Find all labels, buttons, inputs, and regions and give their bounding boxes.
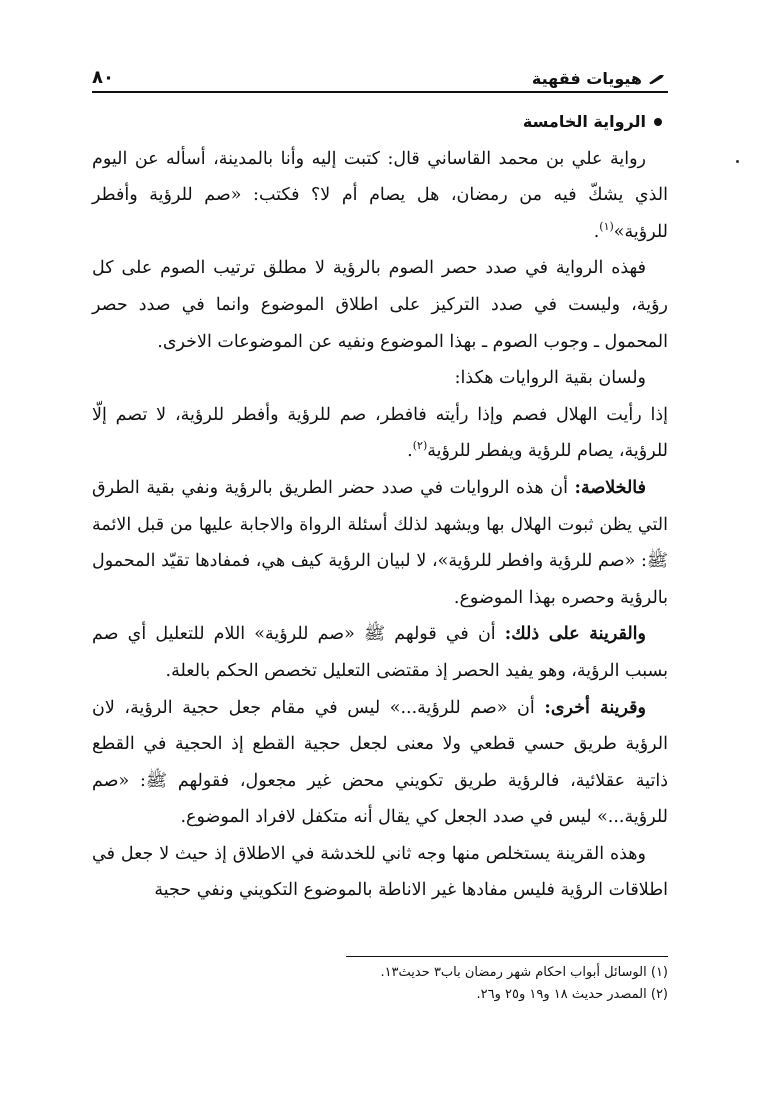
- paragraph-7-rest: أن «صم للرؤية...» ليس في مقام جعل حجية الرؤية، لان الرؤية طريق حسي قطعي ولا معنى لجعل حجية القطع إذ الحجية في القطع ذاتية عقلائية، فالرؤية طريق تكويني محض غير مجعول، فقولهم ﷺ: «صم للرؤية...» ليس في صدد الجعل كي يقال أنه متكفل لافراد الموضوع.: [92, 697, 668, 828]
- footnote-ref-1[interactable]: (١): [599, 219, 614, 233]
- footnote-rule: [346, 956, 668, 957]
- section-heading-text: الرواية الخامسة: [522, 112, 646, 131]
- paragraph-4-end: .: [407, 441, 413, 462]
- paragraph-6: [92, 616, 668, 689]
- bullet-icon: [654, 118, 662, 126]
- paragraph-5-lead: فالخلاصة:: [574, 477, 646, 498]
- footnote-1: (١) الوسائل أبواب احكام شهر رمضان باب٣ حديث١٣.: [380, 965, 668, 980]
- paragraph-8: وهذه القرينة يستخلص منها وجه ثاني للخدشة في الاطلاق إذ حيث لا جعل في اطلاقات الرؤية فليس مفادها غير الاناطة بالموضوع التكويني ونفي حجية: [92, 843, 668, 901]
- running-title: [532, 69, 666, 88]
- paragraph-7: [92, 690, 668, 836]
- paragraph-6-lead: والقرينة على ذلك:: [504, 624, 646, 645]
- pen-icon: [648, 73, 666, 85]
- running-title-text: هيويات فقهية: [531, 69, 642, 88]
- footnote-2: (٢) المصدر حديث ١٨ و١٩ و٢٥ و٢٦.: [476, 987, 668, 1002]
- paragraph-7-lead: وقرينة أخرى:: [544, 697, 647, 718]
- paragraph-4: [92, 397, 668, 470]
- page-header: [92, 58, 666, 88]
- section-heading: [92, 104, 668, 141]
- header-rule: [92, 91, 668, 93]
- stray-mark: [736, 160, 739, 163]
- paragraph-1-end: .: [593, 221, 600, 242]
- paragraph-6-rest: أن في قولهم ﷺ «صم للرؤية» اللام للتعليل أي صم بسبب الرؤية، وهو يفيد الحصر إذ مقتضى التعليل تخصص الحكم بالعلة.: [92, 624, 668, 681]
- paragraph-5: [92, 470, 668, 616]
- footnote-ref-2[interactable]: (٢): [412, 439, 428, 453]
- paragraph-4-text: إذا رأيت الهلال فصم وإذا رأيته فافطر، صم للرؤية وأفطر للرؤية، لا تصم إلّا للرؤية، يصام للرؤية ويفطر للرؤية: [92, 404, 668, 462]
- body-text: [92, 104, 668, 909]
- page-number: ٨٠: [92, 67, 114, 88]
- paragraph-5-rest: أن هذه الروايات في صدد حضر الطريق بالرؤية ونفي بقية الطرق التي يظن ثبوت الهلال بها ويشهد لذلك أسئلة الرواة والاجابة عليها من قبل الائمة ﷺ: «صم للرؤية وافطر للرؤية»، لا لبيان الرؤية كيف هي، فمفادها تقيّد المحمول بالرؤية وحصره بهذا الموضوع.: [92, 477, 668, 608]
- paragraph-1: [92, 141, 668, 251]
- paragraph-2: فهذه الرواية في صدد حصر الصوم بالرؤية لا مطلق ترتيب الصوم على كل رؤية، وليست في صدد التركيز على اطلاق الموضوع وانما في صدد حصر المحمول ـ وجوب الصوم ـ بهذا الموضوع ونفيه عن الموضوعات الاخرى.: [92, 258, 668, 352]
- paragraph-3: ولسان بقية الروايات هكذا:: [454, 368, 646, 389]
- paragraph-1-text: رواية علي بن محمد القاساني قال: كتبت إليه وأنا بالمدينة، أسأله عن اليوم الذي يشكّ فيه من رمضان، هل يصام أم لا؟ فكتب: «صم للرؤية وأفطر للرؤية»: [92, 148, 668, 242]
- footnotes: [250, 962, 668, 1006]
